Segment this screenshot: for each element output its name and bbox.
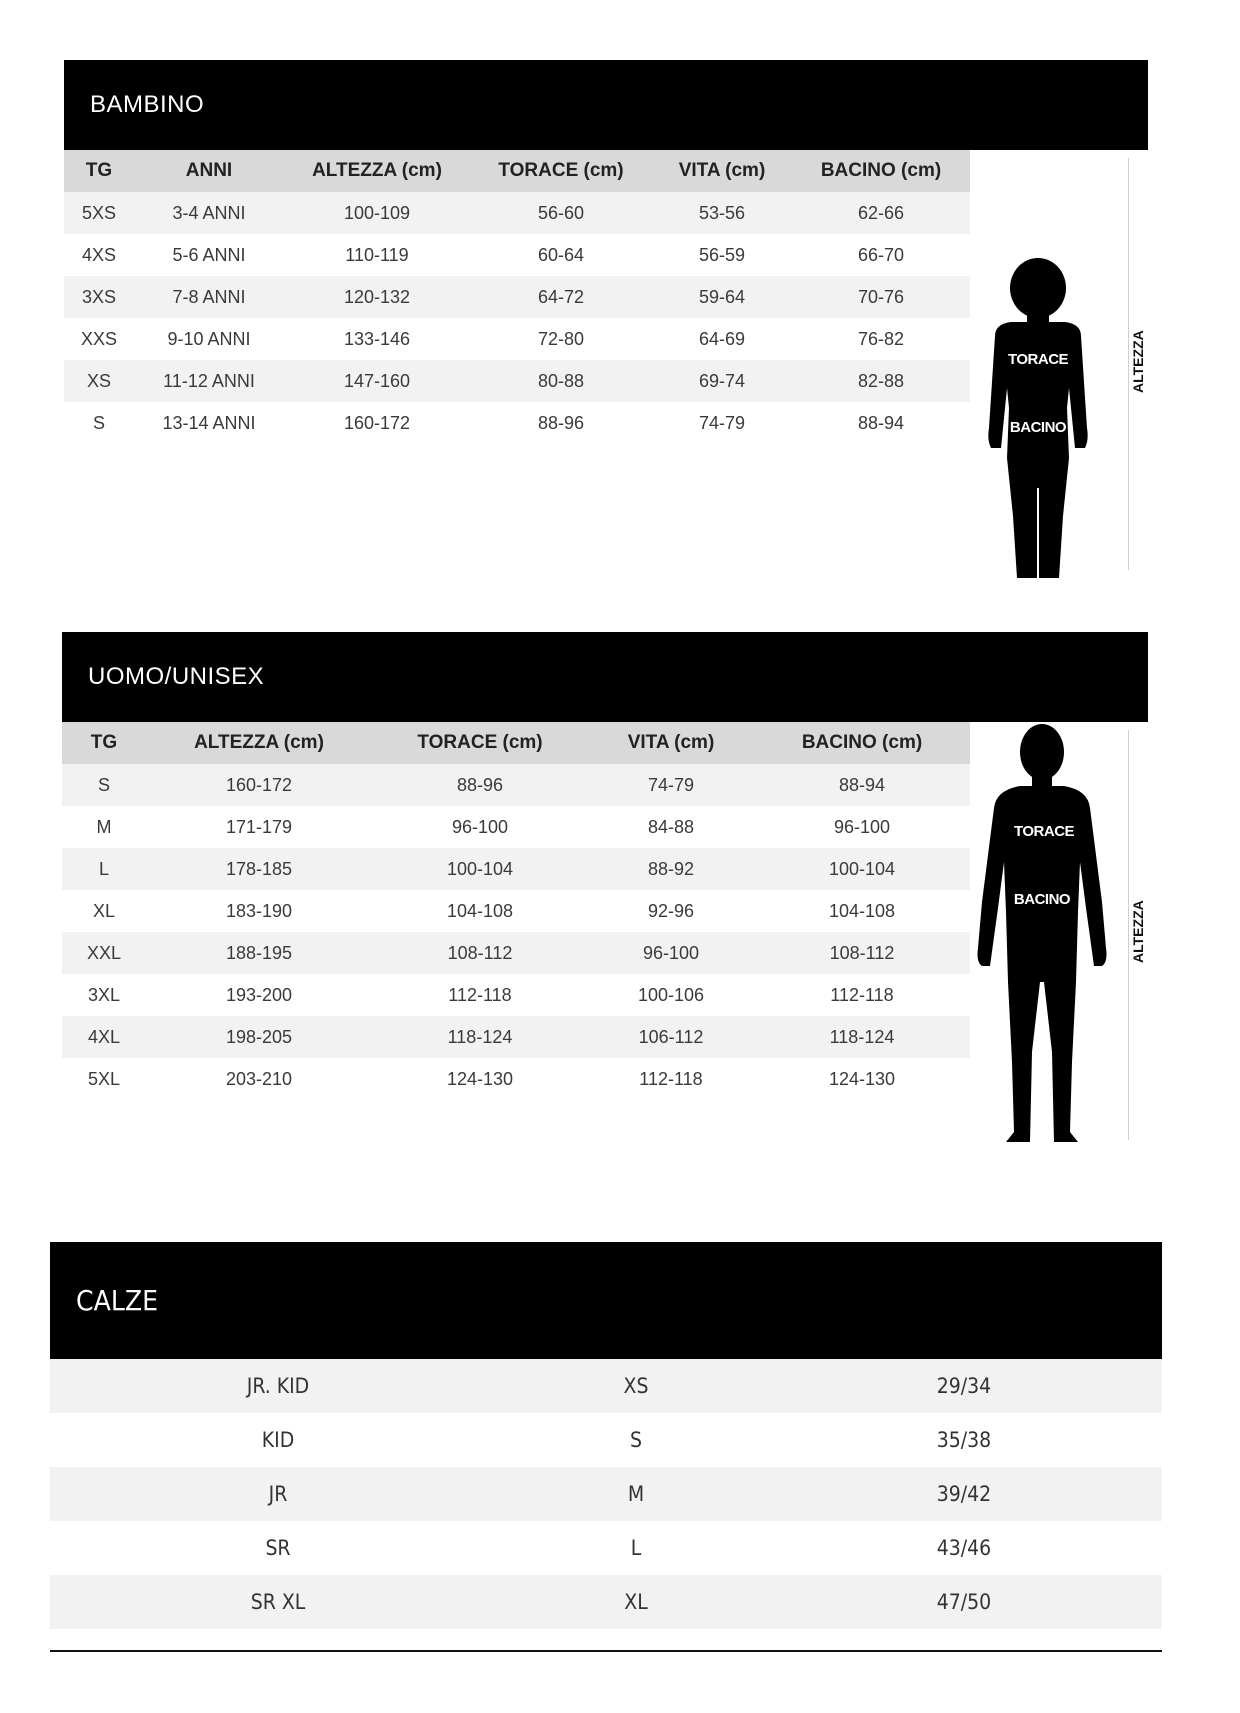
table-cell: JR <box>50 1467 506 1521</box>
table-cell: 35/38 <box>766 1413 1162 1467</box>
column-header: ANNI <box>134 150 284 192</box>
bambino-header <box>64 60 1148 150</box>
table-cell: 74-79 <box>652 402 792 444</box>
table-cell: 160-172 <box>284 402 470 444</box>
calze-header <box>50 1242 1162 1359</box>
table-cell: 92-96 <box>588 890 754 932</box>
table-cell: 178-185 <box>146 848 372 890</box>
table-cell: SR <box>50 1521 506 1575</box>
table-cell: 82-88 <box>792 360 970 402</box>
column-header: BACINO (cm) <box>754 722 970 764</box>
table-cell: 56-59 <box>652 234 792 276</box>
bottom-divider <box>50 1650 1162 1652</box>
table-cell: 104-108 <box>754 890 970 932</box>
torace-label: TORACE <box>1007 351 1069 368</box>
table-cell: 70-76 <box>792 276 970 318</box>
table-cell: 9-10 ANNI <box>134 318 284 360</box>
table-cell: S <box>506 1413 766 1467</box>
table-cell: 147-160 <box>284 360 470 402</box>
height-line <box>1128 730 1129 1140</box>
table-row <box>62 1058 970 1100</box>
column-header: VITA (cm) <box>588 722 754 764</box>
altezza-label: ALTEZZA <box>1130 330 1146 393</box>
table-cell: 124-130 <box>372 1058 588 1100</box>
table-cell: 108-112 <box>372 932 588 974</box>
table-cell: 88-94 <box>754 764 970 806</box>
table-cell: 88-96 <box>470 402 652 444</box>
column-header: TORACE (cm) <box>470 150 652 192</box>
column-header: VITA (cm) <box>652 150 792 192</box>
table-cell: 76-82 <box>792 318 970 360</box>
table-cell: XXS <box>64 318 134 360</box>
calze-size-table <box>50 1359 1162 1629</box>
table-cell: 80-88 <box>470 360 652 402</box>
table-cell: 29/34 <box>766 1359 1162 1413</box>
column-header: TORACE (cm) <box>372 722 588 764</box>
bacino-label: BACINO <box>1009 419 1067 436</box>
table-cell: XS <box>64 360 134 402</box>
table-cell: 112-118 <box>372 974 588 1016</box>
child-silhouette-icon <box>975 258 1115 578</box>
table-cell: KID <box>50 1413 506 1467</box>
table-row <box>62 932 970 974</box>
table-cell: 171-179 <box>146 806 372 848</box>
uomo-size-table <box>62 722 970 1100</box>
table-header-row <box>62 722 970 764</box>
table-cell: 3XS <box>64 276 134 318</box>
table-cell: 198-205 <box>146 1016 372 1058</box>
table-row <box>50 1521 1162 1575</box>
table-cell: 110-119 <box>284 234 470 276</box>
table-cell: XS <box>506 1359 766 1413</box>
table-cell: 53-56 <box>652 192 792 234</box>
table-cell: 13-14 ANNI <box>134 402 284 444</box>
table-cell: 112-118 <box>588 1058 754 1100</box>
table-cell: 56-60 <box>470 192 652 234</box>
table-row <box>64 318 970 360</box>
table-cell: 193-200 <box>146 974 372 1016</box>
table-cell: S <box>62 764 146 806</box>
table-cell: 3-4 ANNI <box>134 192 284 234</box>
table-cell: 88-96 <box>372 764 588 806</box>
adult-silhouette-icon <box>962 722 1122 1152</box>
torace-label: TORACE <box>1013 823 1075 840</box>
height-line <box>1128 158 1129 570</box>
table-cell: 72-80 <box>470 318 652 360</box>
table-cell: 124-130 <box>754 1058 970 1100</box>
table-header-row <box>64 150 970 192</box>
table-cell: 64-72 <box>470 276 652 318</box>
calze-title: CALZE <box>76 1284 159 1317</box>
table-cell: 118-124 <box>754 1016 970 1058</box>
table-cell: 183-190 <box>146 890 372 932</box>
table-cell: L <box>62 848 146 890</box>
table-cell: 4XS <box>64 234 134 276</box>
table-cell: S <box>64 402 134 444</box>
table-cell: M <box>62 806 146 848</box>
table-cell: 47/50 <box>766 1575 1162 1629</box>
table-row <box>62 974 970 1016</box>
table-cell: 120-132 <box>284 276 470 318</box>
table-row <box>50 1575 1162 1629</box>
table-cell: 100-104 <box>754 848 970 890</box>
table-cell: 133-146 <box>284 318 470 360</box>
table-cell: 100-104 <box>372 848 588 890</box>
table-cell: 74-79 <box>588 764 754 806</box>
bacino-label: BACINO <box>1013 891 1071 908</box>
table-cell: 60-64 <box>470 234 652 276</box>
table-cell: JR. KID <box>50 1359 506 1413</box>
table-cell: 5XS <box>64 192 134 234</box>
table-row <box>62 1016 970 1058</box>
table-cell: 7-8 ANNI <box>134 276 284 318</box>
table-row <box>50 1359 1162 1413</box>
table-row <box>62 848 970 890</box>
table-cell: 104-108 <box>372 890 588 932</box>
table-row <box>62 806 970 848</box>
table-row <box>62 764 970 806</box>
table-cell: 5-6 ANNI <box>134 234 284 276</box>
table-cell: 203-210 <box>146 1058 372 1100</box>
table-row <box>64 402 970 444</box>
table-cell: 96-100 <box>588 932 754 974</box>
table-cell: 188-195 <box>146 932 372 974</box>
table-cell: XXL <box>62 932 146 974</box>
table-row <box>64 234 970 276</box>
table-cell: 108-112 <box>754 932 970 974</box>
table-row <box>64 192 970 234</box>
table-row <box>50 1467 1162 1521</box>
table-row <box>62 890 970 932</box>
table-cell: 39/42 <box>766 1467 1162 1521</box>
uomo-title: UOMO/UNISEX <box>88 663 265 690</box>
table-cell: 100-106 <box>588 974 754 1016</box>
table-cell: 118-124 <box>372 1016 588 1058</box>
table-cell: M <box>506 1467 766 1521</box>
table-cell: 11-12 ANNI <box>134 360 284 402</box>
table-cell: 5XL <box>62 1058 146 1100</box>
table-cell: XL <box>506 1575 766 1629</box>
table-cell: 106-112 <box>588 1016 754 1058</box>
table-cell: SR XL <box>50 1575 506 1629</box>
bambino-size-table <box>64 150 970 444</box>
table-cell: 88-92 <box>588 848 754 890</box>
table-cell: 112-118 <box>754 974 970 1016</box>
table-cell: 84-88 <box>588 806 754 848</box>
table-cell: 62-66 <box>792 192 970 234</box>
table-row <box>64 360 970 402</box>
table-cell: L <box>506 1521 766 1575</box>
altezza-label: ALTEZZA <box>1130 900 1146 963</box>
table-cell: 4XL <box>62 1016 146 1058</box>
table-cell: 59-64 <box>652 276 792 318</box>
table-cell: 88-94 <box>792 402 970 444</box>
table-cell: 69-74 <box>652 360 792 402</box>
table-cell: 3XL <box>62 974 146 1016</box>
table-cell: 96-100 <box>754 806 970 848</box>
table-cell: 64-69 <box>652 318 792 360</box>
column-header: TG <box>64 150 134 192</box>
table-row <box>64 276 970 318</box>
table-cell: 66-70 <box>792 234 970 276</box>
column-header: ALTEZZA (cm) <box>284 150 470 192</box>
table-cell: XL <box>62 890 146 932</box>
bambino-title: BAMBINO <box>90 91 205 118</box>
table-cell: 43/46 <box>766 1521 1162 1575</box>
uomo-header <box>62 632 1148 722</box>
table-cell: 100-109 <box>284 192 470 234</box>
table-cell: 96-100 <box>372 806 588 848</box>
table-cell: 160-172 <box>146 764 372 806</box>
column-header: BACINO (cm) <box>792 150 970 192</box>
table-row <box>50 1413 1162 1467</box>
column-header: ALTEZZA (cm) <box>146 722 372 764</box>
column-header: TG <box>62 722 146 764</box>
